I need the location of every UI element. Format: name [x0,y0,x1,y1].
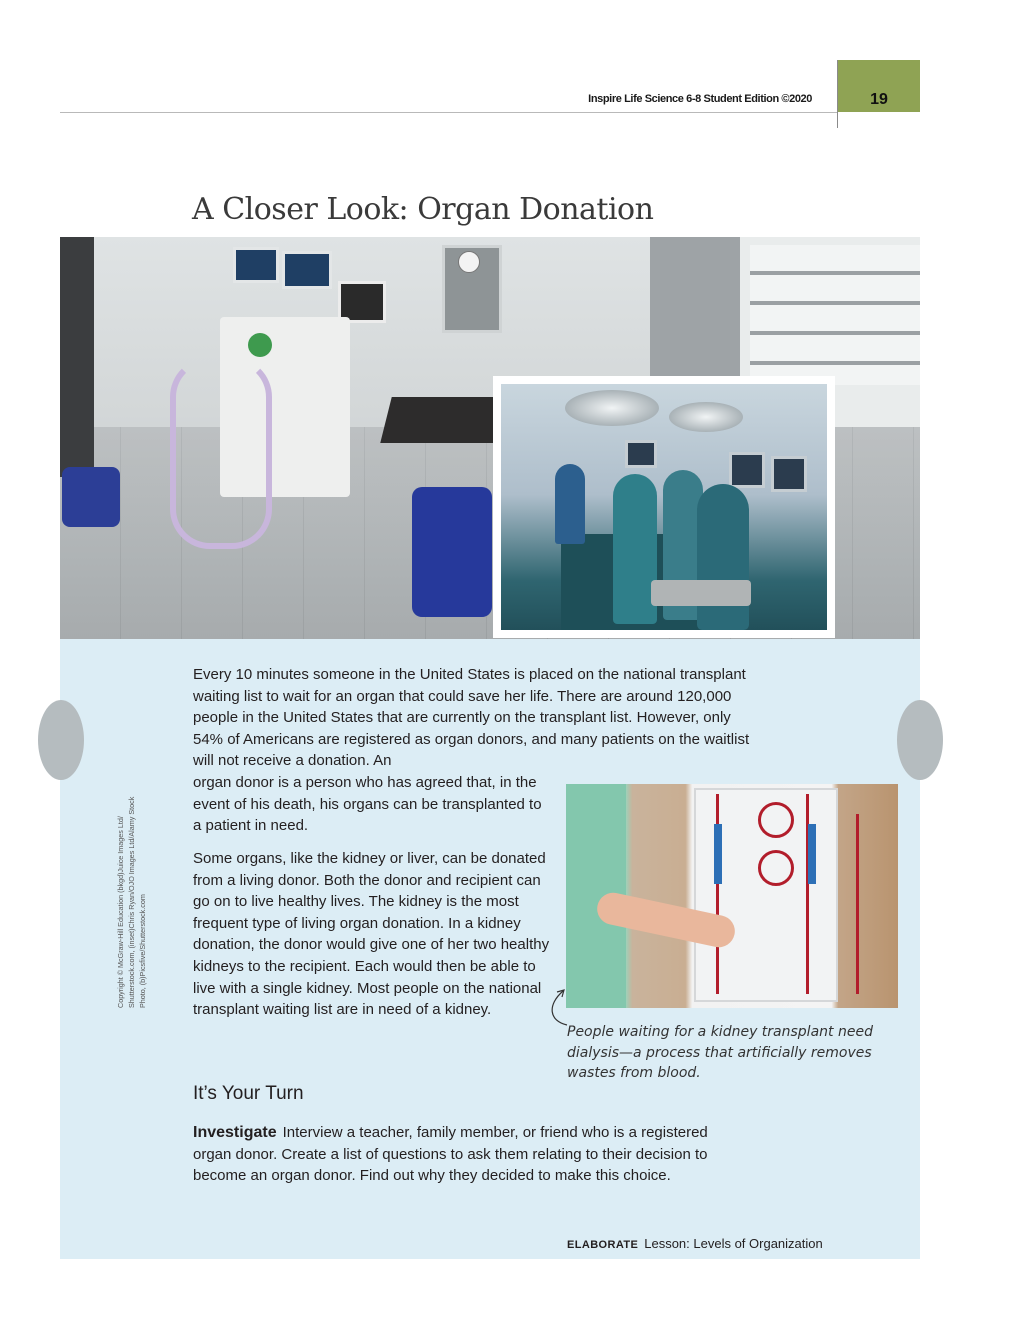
footer-lesson [567,1236,823,1251]
dialysis-caption: People waiting for a kidney transplant need dialysis—a process that artificially removes wastes from blood. [567,1024,873,1081]
page-number: 19 [870,91,888,108]
investigate-text: Interview a teacher, family member, or friend who is a registered organ donor. Create a list of questions to ask them relating to their decision to become an organ donor. Find out why they decided to make this choice. [193,1124,708,1185]
photo-credit-text: Copyright © McGraw-Hill Education (bkgd)Juice Images Ltd/ Shutterstock.com, (inset)Chris Ryan/OJO Images Ltd/Alamy Stock Photo, (b)Picsfive/Shutterstock.com [116,796,147,1008]
photo-credit [115,778,153,1008]
page-title: A Closer Look: Organ Donation [192,192,654,227]
footer-section: ELABORATE [567,1239,639,1251]
investigate-paragraph [193,1122,733,1187]
side-tab-left [38,700,84,780]
intro-paragraph-wrap: organ donor is a person who has agreed that, in the event of his death, his organs can be transplanted to a patient in need. [193,774,542,835]
surgery-inset-photo [493,376,835,638]
footer-lesson-title: Lesson: Levels of Organization [644,1236,823,1251]
page-number-tab [838,60,920,112]
living-donor-paragraph: Some organs, like the kidney or liver, can be donated from a living donor. Both the donor and recipient can go on to live healthy lives. The kidney is the most frequent type of living organ donation. In a kidney donation, the donor would give one of her two healthy kidneys to the recipient. Each would then be able to live with a single kidney. Most people on the national transplant waiting list are in need of a kidney. [193,850,550,1019]
edition-label: Inspire Life Science 6-8 Student Edition ©2020 [588,93,812,105]
its-your-turn-heading: It’s Your Turn [193,1083,304,1104]
side-tab-right [897,700,943,780]
intro-paragraph: Every 10 minutes someone in the United States is placed on the national transplant waiting list to wait for an organ that could save her life. There are around 120,000 people in the United States that are currently on the transplant list. However, only 54% of Americans are registered as organ donors, and many patients on the waitlist will not receive a donation. An [193,666,750,770]
dialysis-photo [566,784,898,1008]
header-rule [60,112,838,113]
investigate-label: Investigate [193,1124,277,1141]
